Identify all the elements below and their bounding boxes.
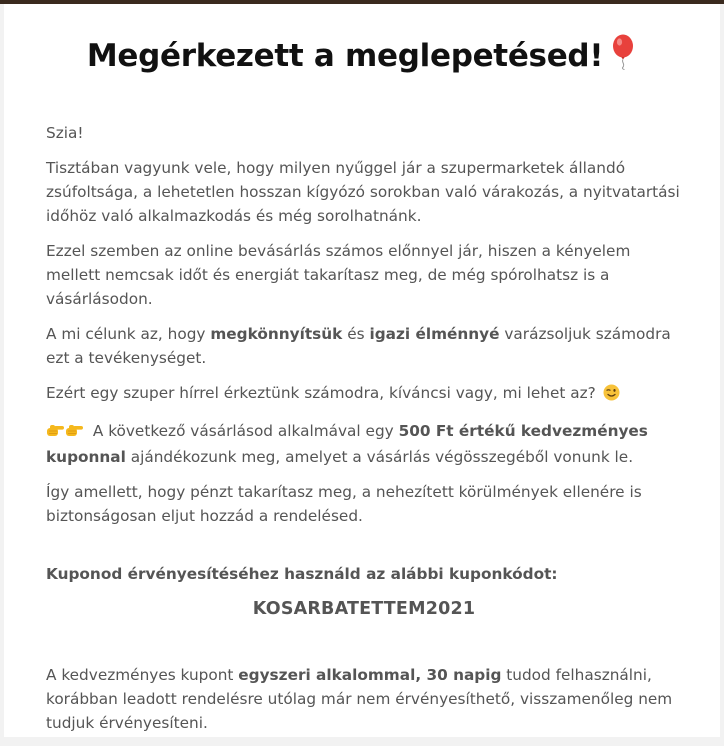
paragraph-6: Így amellett, hogy pénzt takarítasz meg, a nehezített körülmények ellenére is biztonságosan eljut hozzád a rendelésed.: [46, 483, 642, 525]
coupon-label: Kuponod érvényesítéséhez használd az alábbi kuponkódot:: [46, 565, 558, 583]
balloon-icon: [609, 34, 637, 70]
bold-igazi-elmenny: igazi élménnyé: [369, 325, 500, 343]
pointing-hands-icon: [46, 421, 84, 445]
bold-coupon-value: 500 Ft értékű kedvezményes kuponnal: [46, 422, 648, 466]
email-body: [46, 121, 682, 746]
email-card: [4, 4, 720, 737]
paragraph-4: Ezért egy szuper hírrel érkeztünk számodra, kíváncsi vagy, mi lehet az?: [46, 381, 682, 408]
headline-text: Megérkezett a meglepetésed!: [86, 38, 604, 74]
paragraph-1: Tisztában vagyunk vele, hogy milyen nyűggel jár a szupermarketek állandó zsúfoltsága, a lehetetlen hosszan kígyózó sorokban való várakozás, a nyitvatartási időhöz való alkalmazkodás és még sorolhatnánk.: [46, 159, 680, 225]
bold-megkonnyitsuk: megkönnyítsük: [210, 325, 343, 343]
greeting: Szia!: [46, 124, 84, 142]
paragraph-5: A következő vásárlásod alkalmával egy 500 Ft értékű kedvezményes kuponnal ajándékozunk meg, amelyet a vásárlás végösszegéből vonunk le.: [46, 422, 648, 466]
paragraph-7: A kedvezményes kupont egyszeri alkalommal, 30 napig tudod felhasználni, korábban leadott rendelésre utólag már nem érvényesíthető, visszamenőleg nem tudjuk érvényesíteni.: [46, 666, 673, 732]
winking-face-icon: [603, 384, 620, 408]
paragraph-3: A mi célunk az, hogy megkönnyítsük és igazi élménnyé varázsoljuk számodra ezt a tevékenységet.: [46, 325, 671, 367]
coupon-code: KOSARBATETTEM2021: [252, 599, 476, 619]
bold-usage-terms: egyszeri alkalommal, 30 napig: [238, 666, 502, 684]
headline: [4, 34, 720, 74]
paragraph-2: Ezzel szemben az online bevásárlás számos előnnyel jár, hiszen a kényelem mellett nemcsak időt és energiát takarítasz meg, de még spórolhatsz is a vásárlásodon.: [46, 242, 631, 308]
